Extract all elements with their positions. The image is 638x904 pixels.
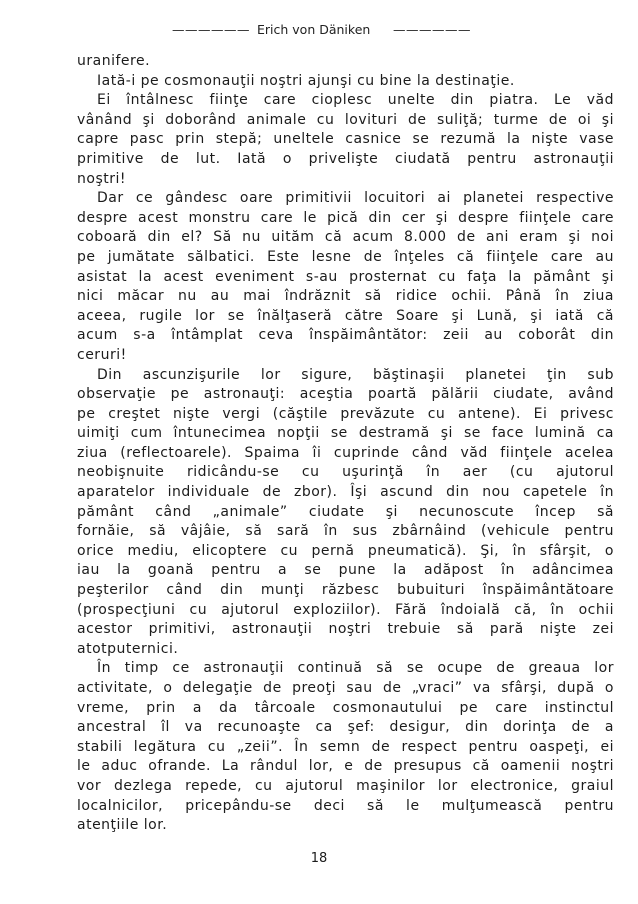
text-line: pe jumătate sălbatici. Este lesne de înţeles că fiinţele care au xyxy=(77,248,614,265)
paragraph xyxy=(77,366,614,660)
text-line: observaţie pe astronauţi: aceştia poartă pălării ciudate, având xyxy=(77,386,614,403)
text-line: activitate, o delegaţie de preoţi sau de „vraci” va sfârşi, după o xyxy=(77,680,614,696)
text-line: (prospecţiuni cu ajutorul exploziilor). Fără îndoială că, în ochii xyxy=(77,601,614,618)
text-line: nici măcar nu au mai îndrăznit să ridice ochii. Până în ziua xyxy=(77,288,614,305)
text-line: vânând şi doborând animale cu lovituri de suliţă; turme de oi şi xyxy=(77,111,614,128)
paragraph xyxy=(77,52,614,72)
text-line: orice mediu, elicoptere cu pernă pneumatică). Şi, în sfârşit, o xyxy=(77,542,614,559)
paragraph xyxy=(77,189,614,365)
text-line: le aduc ofrande. La rândul lor, e de presupus că oamenii noştri xyxy=(77,758,614,775)
header-rule-left: —————— xyxy=(172,22,250,37)
text-line: aceea, rugile lor se înălţaseră către Soare şi Lună, şi iată că xyxy=(77,307,614,324)
text-line: neobişnuite ridicându-se cu uşurinţă în aer (cu ajutorul xyxy=(77,464,614,481)
text-line: stabili legătura cu „zeii”. În semn de respect pentru oaspeţi, ei xyxy=(77,738,614,755)
text-line: Din ascunzişurile lor sigure, băştinaşii planetei ţin sub xyxy=(97,366,614,383)
text-line: Ei întâlnesc fiinţe care cioplesc unelte din piatra. Le văd xyxy=(97,92,614,109)
text-line: coboară din el? Să nu uităm că acum 8.000 de ani eram şi noi xyxy=(77,229,614,246)
text-line: vor dezlega repede, cu ajutorul maşinilor lor electronice, graiul xyxy=(77,777,614,794)
header-rule-right: —————— xyxy=(393,22,471,37)
text-line: ziua (reflectoarele). Spaima îi cuprinde când văd fiinţele acelea xyxy=(77,444,614,461)
text-line: peşterilor când din munţi răzbesc bubuituri înspăimântătoare xyxy=(77,582,614,599)
text-line: pe creştet nişte vergi (căştile prevăzute cu antene). Ei privesc xyxy=(77,405,614,422)
text-line: În timp ce astronauţii continuă să se ocupe de greaua lor xyxy=(97,660,614,677)
text-line: Iată-i pe cosmonauţii noştri ajunşi cu bine la destinaţie. xyxy=(97,72,515,89)
header-title: Erich von Däniken xyxy=(257,22,371,37)
text-line: uranifere. xyxy=(77,53,151,69)
text-line: vreme, prin a da târcoale cosmonautului pe care instinctul xyxy=(77,699,614,716)
text-line: acestor primitivi, astronauţii noştri trebuie să pară nişte zei xyxy=(77,621,614,638)
text-line: iau la goană pentru a se pune la adăpost în adâncimea xyxy=(77,562,614,579)
text-line: fornăie, să vâjâie, să sară în sus zbârnâind (vehicule pentru xyxy=(77,523,614,540)
text-line: despre acest monstru care le pică din cer şi despre fiinţele care xyxy=(77,209,614,226)
text-line: atotputernici. xyxy=(77,640,179,657)
text-line: capre pasc prin stepă; uneltele casnice se rezumă la nişte vase xyxy=(77,131,614,148)
text-line: pământ când „animale” ciudate şi necunoscute încep să xyxy=(77,503,614,520)
paragraph xyxy=(77,91,614,189)
text-line: noştri! xyxy=(77,170,126,187)
body-text xyxy=(77,52,614,836)
text-line: ancestral îl va recunoaşte ca şef: desigur, din dorinţa de a xyxy=(77,719,614,736)
text-line: atenţiile lor. xyxy=(77,817,168,834)
text-line: asistat la acest eveniment s-au prosternat cu faţa la pământ şi xyxy=(77,268,614,285)
text-line: localnicilor, pricepându-se deci să le mulţumească pentru xyxy=(77,797,614,814)
paragraph xyxy=(77,659,614,835)
page-number: 18 xyxy=(310,851,328,866)
text-line: primitive de lut. Iată o privelişte ciudată pentru astronauţii xyxy=(77,150,614,167)
text-line: Dar ce gândesc oare primitivii locuitori ai planetei respective xyxy=(97,190,614,207)
text-line: acum s-a întâmplat ceva înspăimântător: zeii au coborât din xyxy=(77,327,614,344)
text-line: uimiţi cum întunecimea nopţii se destramă şi se face lumină ca xyxy=(77,425,614,442)
paragraph xyxy=(77,72,614,92)
text-line: aparatelor individuale de zbor). Îşi ascund din nou capetele în xyxy=(77,484,614,501)
text-line: ceruri! xyxy=(77,346,127,363)
